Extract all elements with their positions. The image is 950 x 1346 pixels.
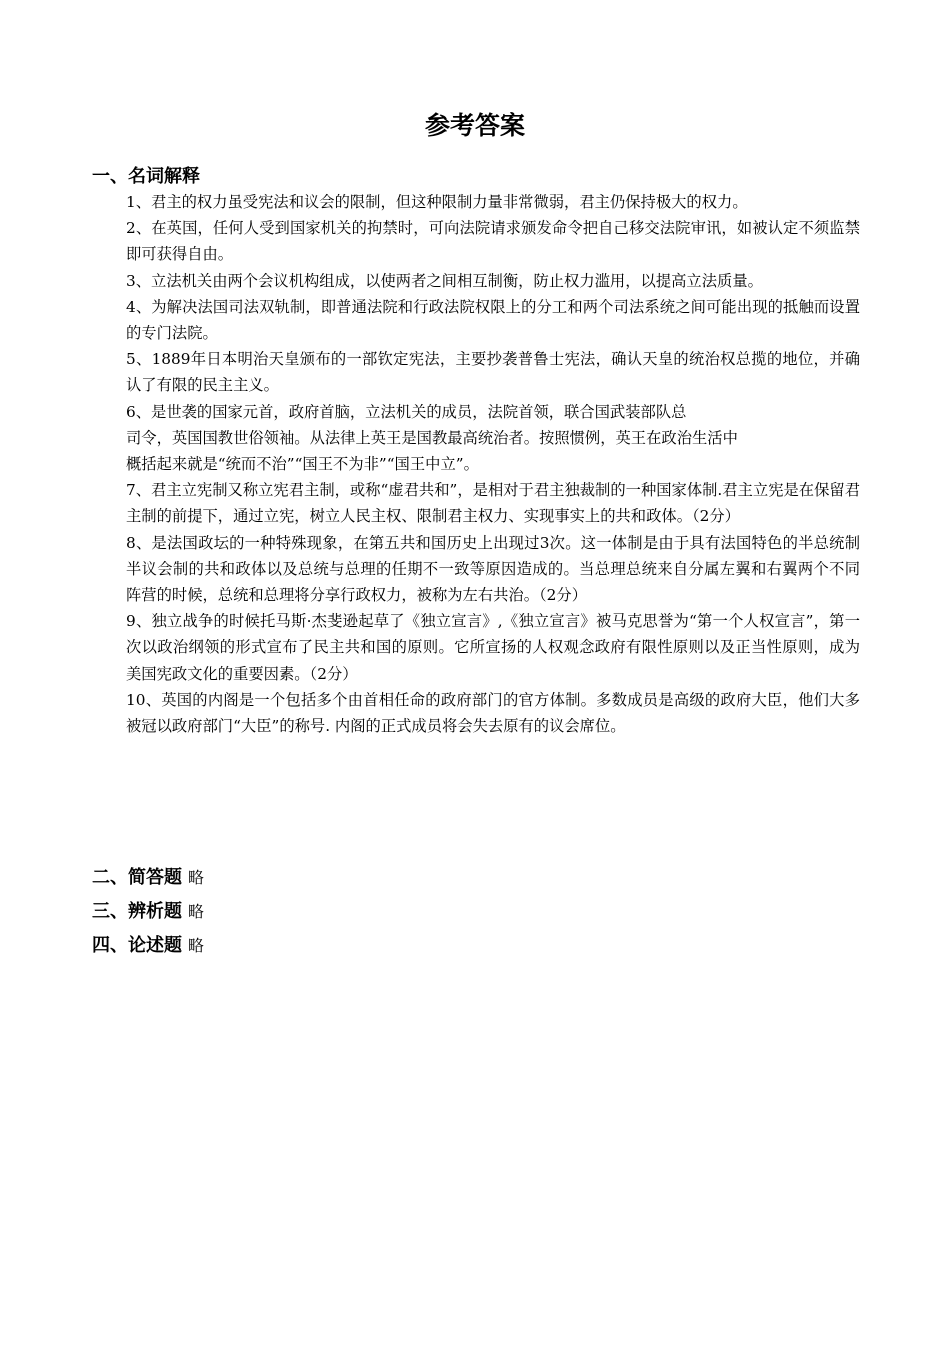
section-heading-label: 一、名词解释 (92, 166, 200, 187)
answer-item-4: 4、为解决法国司法双轨制，即普通法院和行政法院权限上的分工和两个司法系统之间可能出现的抵触而设置的专门法院。 (126, 297, 860, 343)
answer-item-8: 8、是法国政坛的一种特殊现象，在第五共和国历史上出现过3次。这一体制是由于具有法国特色的半总统制半议会制的共和政体以及总统与总理的任期不一致等原因造成的。当总理总统来自分属左翼和右翼两个不同阵营的时候，总统和总理将分享行政权力，被称为左右共治。（2分） (126, 533, 860, 605)
section-heading-label: 三、辨析题 (92, 901, 182, 922)
section-heading-short-answer (92, 866, 204, 890)
section-heading-essay (92, 934, 204, 958)
answer-item-3: 3、立法机关由两个会议机构组成，以使两者之间相互制衡，防止权力滥用，以提高立法质量。 (126, 271, 763, 290)
section-note: 略 (188, 902, 205, 921)
answer-item-5: 5、1889年日本明治天皇颁布的一部钦定宪法，主要抄袭普鲁士宪法，确认天皇的统治权总揽的地位，并确认了有限的民主主义。 (126, 350, 860, 395)
section-note: 略 (188, 936, 205, 955)
answer-item-2: 2、在英国，任何人受到国家机关的拘禁时，可向法院请求颁发命令把自己移交法院审讯，如被认定不须监禁即可获得自由。 (126, 219, 860, 264)
section-heading-analysis (92, 900, 204, 924)
section-heading-label: 二、简答题 (92, 867, 182, 888)
answer-item-7: 7、君主立宪制又称立宪君主制，或称“虚君共和”，是相对于君主独裁制的一种国家体制.君主立宪是在保留君主制的前提下，通过立宪，树立人民主权、限制君主权力、实现事实上的共和政体。（2分） (126, 481, 860, 526)
page-title: 参考答案 (424, 111, 525, 140)
section-heading-label: 四、论述题 (92, 935, 182, 956)
answer-item-9: 9、独立战争的时候托马斯·杰斐逊起草了《独立宣言》,《独立宣言》被马克思誉为“第一个人权宣言”，第一次以政治纲领的形式宣布了民主共和国的原则。它所宣扬的人权观念政府有限性原则以及正当性原则，成为美国宪政文化的重要因素。（2分） (126, 612, 860, 683)
section-heading-terms (92, 165, 200, 189)
answer-item-6-line-2: 司令，英国国教世俗领袖。从法律上英王是国教最高统治者。按照惯例，英王在政治生活中 (126, 428, 738, 447)
answer-item-10: 10、英国的内阁是一个包括多个由首相任命的政府部门的官方体制。多数成员是高级的政府大臣，他们大多被冠以政府部门“大臣”的称号. 内阁的正式成员将会失去原有的议会席位。 (126, 690, 860, 736)
section-note: 略 (188, 868, 205, 887)
answer-item-6-line-3: 概括起来就是“统而不治”“国王不为非”“国王中立”。 (126, 455, 479, 474)
answer-item-6-line-1: 6、是世袭的国家元首，政府首脑，立法机关的成员，法院首领，联合国武装部队总 (126, 402, 687, 421)
answer-item-1: 1、君主的权力虽受宪法和议会的限制，但这种限制力量非常微弱，君主仍保持极大的权力。 (126, 193, 748, 211)
answer-list (126, 189, 860, 739)
